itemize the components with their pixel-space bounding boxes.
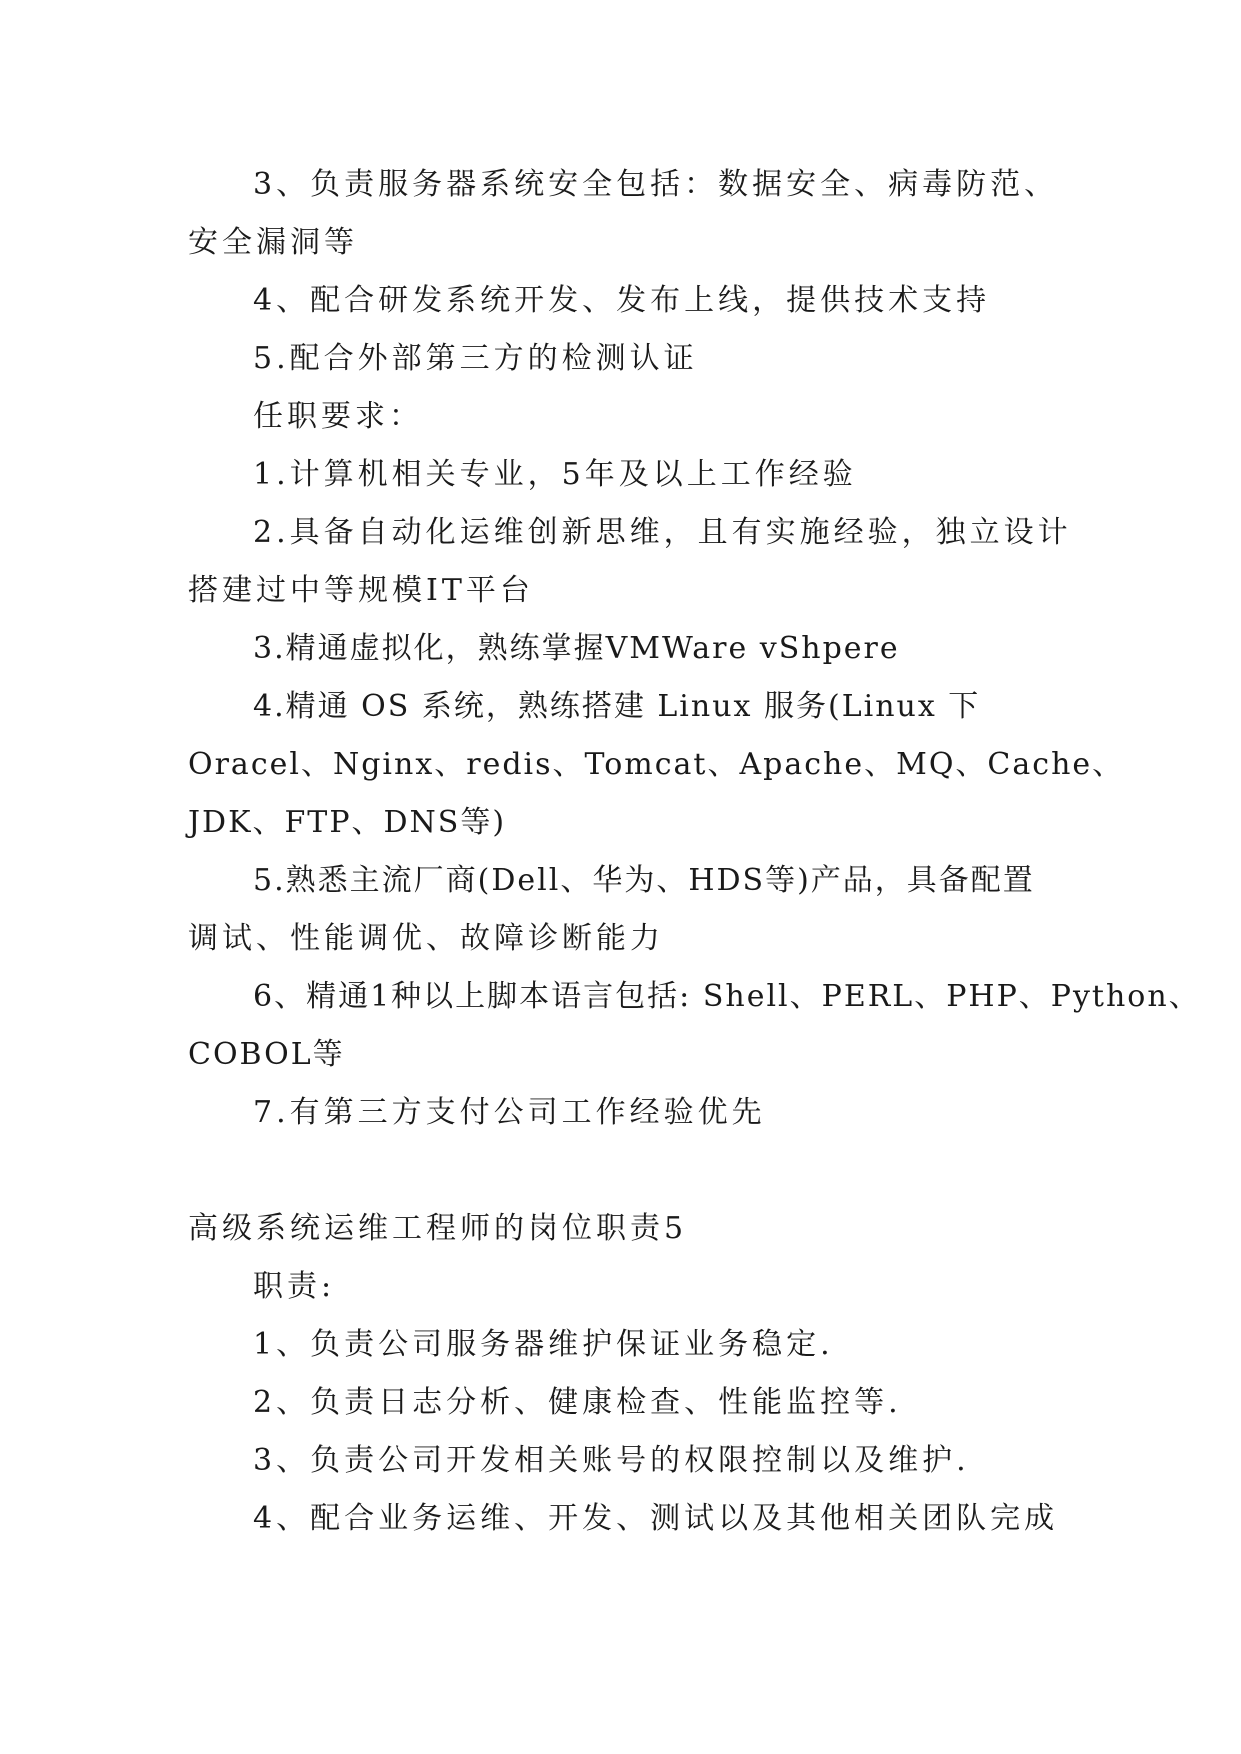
paragraph-line: 1.计算机相关专业，5年及以上工作经验 bbox=[253, 457, 857, 492]
paragraph-line: JDK、FTP、DNS等) bbox=[188, 805, 507, 840]
paragraph-line: 1、负责公司服务器维护保证业务稳定. bbox=[253, 1327, 834, 1362]
paragraph-line: 5.熟悉主流厂商(Dell、华为、HDS等)产品，具备配置 bbox=[253, 863, 1035, 898]
paragraph-line: 5.配合外部第三方的检测认证 bbox=[253, 341, 698, 376]
paragraph-line: 6、精通1种以上脚本语言包括: Shell、PERL、PHP、Python、 bbox=[253, 979, 1201, 1014]
paragraph-line: 7.有第三方支付公司工作经验优先 bbox=[253, 1095, 766, 1130]
paragraph-line: 调试、性能调优、故障诊断能力 bbox=[188, 921, 664, 956]
paragraph-line: 4、配合业务运维、开发、测试以及其他相关团队完成 bbox=[253, 1501, 1059, 1536]
paragraph-line: Oracel、Nginx、redis、Tomcat、Apache、MQ、Cache、 bbox=[188, 747, 1125, 782]
section-label: 职责: bbox=[253, 1269, 336, 1304]
paragraph-line: 3.精通虚拟化，熟练掌握VMWare vShpere bbox=[253, 631, 900, 666]
paragraph-line: 3、负责服务器系统安全包括：数据安全、病毒防范、 bbox=[253, 167, 1059, 202]
paragraph-line: 3、负责公司开发相关账号的权限控制以及维护. bbox=[253, 1443, 970, 1478]
paragraph-line: 4.精通 OS 系统，熟练搭建 Linux 服务(Linux 下 bbox=[253, 689, 981, 724]
section-label: 任职要求： bbox=[253, 399, 423, 434]
paragraph-line: 2、负责日志分析、健康检查、性能监控等. bbox=[253, 1385, 902, 1420]
paragraph-line: 搭建过中等规模IT平台 bbox=[188, 573, 534, 608]
paragraph-line: COBOL等 bbox=[188, 1037, 345, 1072]
paragraph-line: 2.具备自动化运维创新思维，且有实施经验，独立设计 bbox=[253, 515, 1072, 550]
section-heading: 高级系统运维工程师的岗位职责5 bbox=[188, 1211, 688, 1246]
paragraph-line: 安全漏洞等 bbox=[188, 225, 358, 260]
paragraph-line: 4、配合研发系统开发、发布上线，提供技术支持 bbox=[253, 283, 991, 318]
